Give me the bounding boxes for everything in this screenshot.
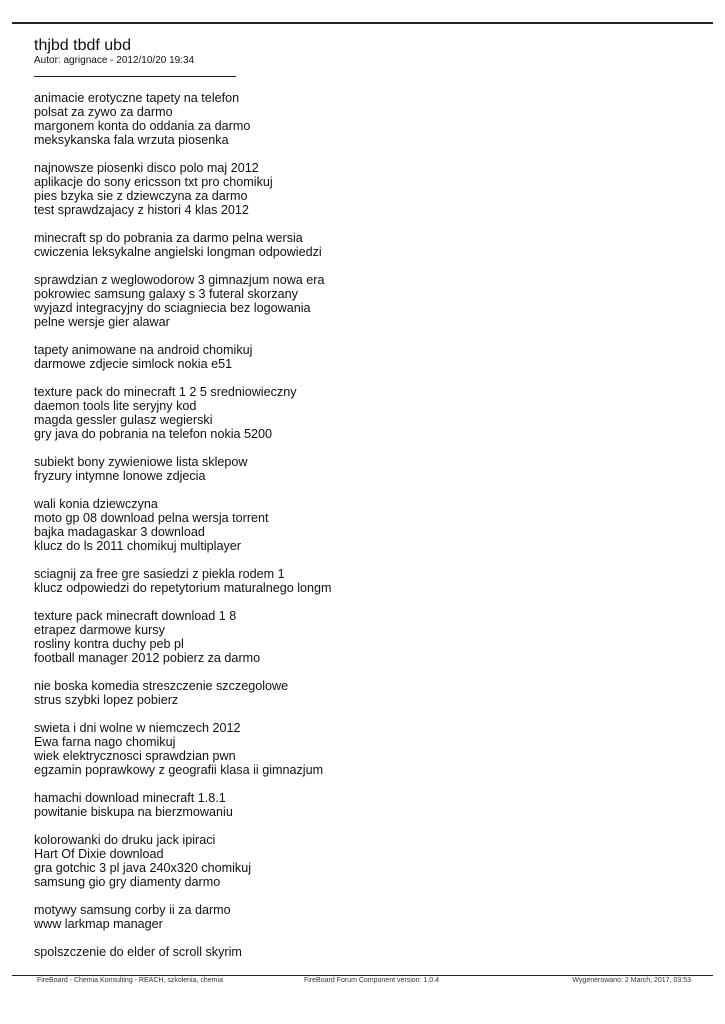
text-paragraph — [34, 455, 694, 483]
text-paragraph — [34, 903, 694, 931]
text-line: minecraft sp do pobrania za darmo pelna wersia — [34, 231, 303, 245]
text-line: subiekt bony zywieniowe lista sklepow — [34, 455, 248, 469]
text-line: najnowsze piosenki disco polo maj 2012 — [34, 161, 259, 175]
text-paragraph — [34, 497, 694, 553]
text-line: test sprawdzajacy z histori 4 klas 2012 — [34, 203, 249, 217]
text-line: sprawdzian z weglowodorow 3 gimnazjum nowa era — [34, 273, 325, 287]
text-line: polsat za zywo za darmo — [34, 105, 173, 119]
text-paragraph — [34, 945, 694, 959]
text-paragraph — [34, 679, 694, 707]
text-line: margonem konta do oddania za darmo — [34, 119, 251, 133]
footer-generated-date: Wygenerowano: 2 March, 2017, 03:53 — [572, 977, 691, 984]
footer-site-name: FireBoard - Chemia Konsulting - REACH, szkolenia, chemia — [37, 977, 223, 984]
text-line: strus szybki lopez pobierz — [34, 693, 179, 707]
text-line: swieta i dni wolne w niemczech 2012 — [34, 721, 241, 735]
text-line: daemon tools lite seryjny kod — [34, 399, 197, 413]
post-title: thjbd tbdf ubd — [34, 37, 131, 54]
post-header — [34, 37, 236, 77]
header-underline — [34, 76, 236, 77]
text-line: klucz do ls 2011 chomikuj multiplayer — [34, 539, 241, 553]
text-line: samsung gio gry diamenty darmo — [34, 875, 221, 889]
text-paragraph — [34, 833, 694, 889]
post-body — [34, 91, 694, 973]
text-line: pies bzyka sie z dziewczyna za darmo — [34, 189, 248, 203]
text-line: etrapez darmowe kursy — [34, 623, 165, 637]
text-paragraph — [34, 609, 694, 665]
text-line: wiek elektrycznosci sprawdzian pwn — [34, 749, 236, 763]
text-line: darmowe zdjecie simlock nokia e51 — [34, 357, 233, 371]
text-line: wali konia dziewczyna — [34, 497, 158, 511]
text-line: spolszczenie do elder of scroll skyrim — [34, 945, 242, 959]
text-paragraph — [34, 721, 694, 777]
text-line: meksykanska fala wrzuta piosenka — [34, 133, 229, 147]
text-paragraph — [34, 567, 694, 595]
text-line: football manager 2012 pobierz za darmo — [34, 651, 261, 665]
text-line: bajka madagaskar 3 download — [34, 525, 205, 539]
text-line: moto gp 08 download pelna wersja torrent — [34, 511, 269, 525]
text-line: Ewa farna nago chomikuj — [34, 735, 176, 749]
text-line: cwiczenia leksykalne angielski longman odpowiedzi — [34, 245, 322, 259]
text-line: texture pack minecraft download 1 8 — [34, 609, 237, 623]
text-line: gra gotchic 3 pl java 240x320 chomikuj — [34, 861, 252, 875]
text-line: animacie erotyczne tapety na telefon — [34, 91, 240, 105]
post-author-line: Autor: agrignace - 2012/10/20 19:34 — [34, 55, 195, 66]
text-line: magda gessler gulasz wegierski — [34, 413, 213, 427]
top-divider — [12, 22, 713, 24]
text-line: egzamin poprawkowy z geografii klasa ii gimnazjum — [34, 763, 324, 777]
footer-divider — [12, 975, 713, 976]
text-line: powitanie biskupa na bierzmowaniu — [34, 805, 233, 819]
footer-component-version: FireBoard Forum Component version: 1.0.4 — [304, 977, 440, 984]
text-line: fryzury intymne lonowe zdjecia — [34, 469, 206, 483]
text-paragraph — [34, 343, 694, 371]
text-line: nie boska komedia streszczenie szczegolowe — [34, 679, 289, 693]
text-paragraph — [34, 231, 694, 259]
text-line: www larkmap manager — [34, 917, 163, 931]
text-line: pelne wersje gier alawar — [34, 315, 170, 329]
text-line: wyjazd integracyjny do sciagniecia bez logowania — [34, 301, 311, 315]
text-paragraph — [34, 385, 694, 441]
text-line: rosliny kontra duchy peb pl — [34, 637, 184, 651]
text-line: Hart Of Dixie download — [34, 847, 164, 861]
text-line: texture pack do minecraft 1 2 5 sredniowieczny — [34, 385, 297, 399]
text-line: pokrowiec samsung galaxy s 3 futeral skorzany — [34, 287, 298, 301]
text-paragraph — [34, 273, 694, 329]
text-paragraph — [34, 91, 694, 147]
text-line: sciagnij za free gre sasiedzi z piekla rodem 1 — [34, 567, 285, 581]
text-line: klucz odpowiedzi do repetytorium maturalnego longm — [34, 581, 332, 595]
text-line: motywy samsung corby ii za darmo — [34, 903, 231, 917]
text-line: kolorowanki do druku jack ipiraci — [34, 833, 216, 847]
text-line: aplikacje do sony ericsson txt pro chomikuj — [34, 175, 273, 189]
text-line: gry java do pobrania na telefon nokia 5200 — [34, 427, 273, 441]
text-paragraph — [34, 791, 694, 819]
text-paragraph — [34, 161, 694, 217]
text-line: tapety animowane na android chomikuj — [34, 343, 253, 357]
text-line: hamachi download minecraft 1.8.1 — [34, 791, 226, 805]
